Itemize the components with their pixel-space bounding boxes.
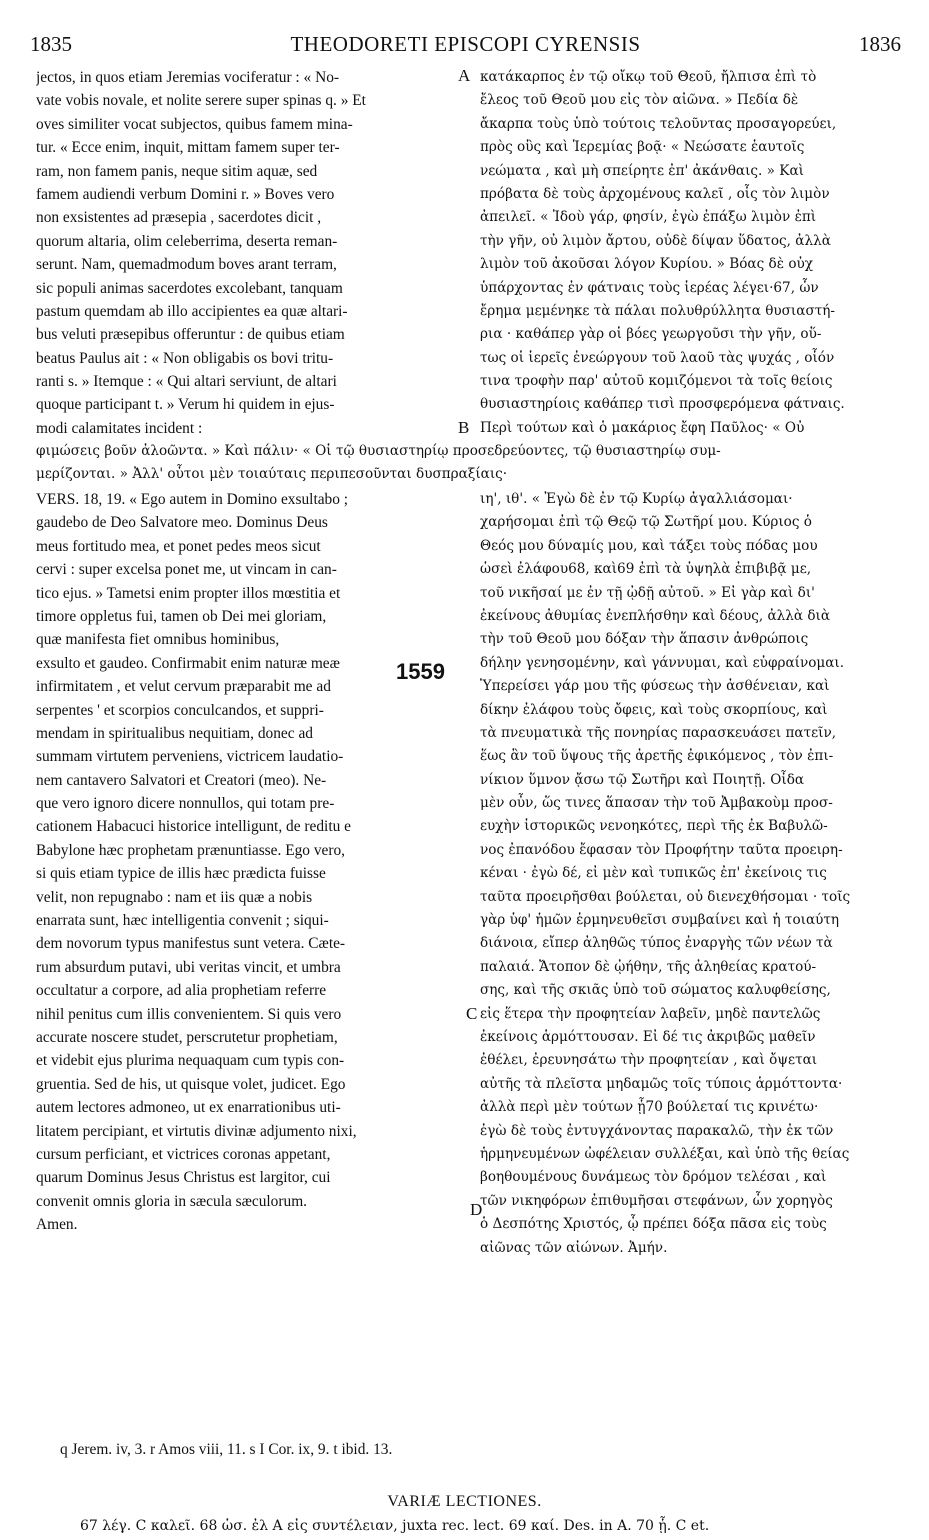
text-line: χαρήσομαι ἐπὶ τῷ Θεῷ τῷ Σωτῆρί μου. Κύριος ὁ xyxy=(480,514,812,531)
variae-lectiones: 67 λέγ. C καλεῖ. 68 ὡσ. ἐλ A εἰς συντέλειαν, juxta rec. lect. 69 καί. Des. in A. 70 ᾗ. C et. xyxy=(80,1518,710,1534)
greek-column-bottom xyxy=(480,488,905,1260)
text-line: jectos, in quos etiam Jeremias vociferatur : « No- xyxy=(36,69,340,86)
text-line: que vero ignoro dicere nonnullos, qui totam pre- xyxy=(36,795,335,813)
text-line: oves similiter vocat subjectos, quibus famem mina- xyxy=(36,115,353,133)
text-line: quorum altaria, olim celeberrima, deserta reman- xyxy=(36,232,338,250)
text-line: τινα τροφὴν παρ' αὐτοῦ κομιζόμενοι τὰ τοῖς θείοις xyxy=(480,373,833,390)
text-line: ὁ Δεσπότης Χριστός, ᾧ πρέπει δόξα πᾶσα εἰς τοὺς xyxy=(480,1216,827,1233)
text-line: δίκην ἐλάφου τοὺς ὄφεις, καὶ τοὺς σκορπίους, καὶ xyxy=(480,701,828,718)
text-line: tur. « Ecce enim, inquit, mittam famem super ter- xyxy=(36,139,340,157)
text-line: κατάκαρπος ἐν τῷ οἴκῳ τοῦ Θεοῦ, ἤλπισα ἐπὶ τὸ xyxy=(480,69,817,85)
text-line: παλαιά. Ἄτοπον δὲ ᾠήθην, τῆς ἀληθείας κρατού- xyxy=(480,958,817,975)
text-line: VERS. 18, 19. « Ego autem in Domino exsultabo ; xyxy=(36,491,349,508)
text-line: τὴν τοῦ Θεοῦ μου δόξαν τὴν ἅπασιν ἀνθρώποις xyxy=(480,631,809,648)
page-header xyxy=(30,32,901,62)
text-line: διάνοια, εἴπερ ἀληθῶς τύπος ἐναργὴς τῶν νέων τὰ xyxy=(480,935,833,952)
text-line: modi calamitates incident : xyxy=(36,419,203,437)
text-line: ρια · καθάπερ γὰρ οἱ βόες γεωργοῦσι τὴν γῆν, οὕ- xyxy=(480,326,822,343)
text-line: non exsistentes ad præsepia , sacerdotes dicit , xyxy=(36,209,322,227)
section-marker-c: C xyxy=(466,1004,478,1023)
section-marker-b: B xyxy=(458,418,470,437)
text-line: bus veluti præsepibus offeruntur : de quibus etiam xyxy=(36,326,345,344)
text-line: dem novorum typus manifestus sunt vetera. Cæte- xyxy=(36,935,346,953)
text-line: ram, non famem panis, neque sitim aquæ, sed xyxy=(36,162,318,180)
footnotes: q Jerem. iv, 3. r Amos viii, 11. s I Cor. ix, 9. t ibid. 13. xyxy=(60,1441,393,1458)
text-line: si quis etiam typice de illis hæc prædicta fuisse xyxy=(36,865,326,883)
text-line: vate vobis novale, et nolite serere super spinas q. » Et xyxy=(36,92,366,110)
text-line: ἔλεος τοῦ Θεοῦ μου εἰς τὸν αἰῶνα. » Πεδία δὲ xyxy=(480,92,799,109)
text-line: ἀπειλεῖ. « Ἰδοὺ γάρ, φησίν, ἐγὼ ἐπάξω λιμὸν ἐπὶ xyxy=(480,209,817,226)
text-line: nihil penitus cum illis convenientem. Si quis vero xyxy=(36,1005,342,1023)
text-line: famem audiendi verbum Domini r. » Boves vero xyxy=(36,185,335,203)
text-line: quarum Dominus Jesus Christus est largitor, cui xyxy=(36,1169,331,1187)
text-line: βοηθουμένους δυνάμεως τὸν δρόμον τελέσαι , καὶ xyxy=(480,1169,827,1186)
page-number-right: 1836 xyxy=(859,32,901,56)
text-line: νος ἐπανόδου ἔφασαν τὸν Προφήτην ταῦτα προειρη- xyxy=(480,841,843,858)
text-line: serunt. Nam, quemadmodum boves arant terram, xyxy=(36,256,337,274)
latin-column-bottom xyxy=(36,488,456,1237)
text-line: τοῦ νικῆσαί με ἐν τῇ ᾠδῇ αὐτοῦ. » Εἰ γὰρ καὶ δι' xyxy=(480,584,815,601)
text-line: infirmitatem , et velut cervum præparabit me ad xyxy=(36,678,331,696)
text-line: τως οἱ ἱερεῖς ἐνεώργουν τοῦ λαοῦ τὰς ψυχάς , οἷόν xyxy=(480,349,835,366)
text-line: ἐθέλει, ἐρευνησάτω τὴν προφητείαν , καὶ ὄψεται xyxy=(480,1052,818,1069)
text-line: Babylone hæc prophetam prænuntiasse. Ego vero, xyxy=(36,841,346,859)
text-line: timore oppletus fui, tamen ob Dei mei gloriam, xyxy=(36,607,327,625)
text-line: τῶν νικηφόρων ἐπιθυμῆσαι στεφάνων, ὧν χορηγὸς xyxy=(480,1192,833,1209)
text-line: αἰῶνας τῶν αἰώνων. Ἀμήν. xyxy=(480,1239,668,1256)
text-line: γὰρ ὑφ' ἡμῶν ἑρμηνευθεῖσι συμβαίνει καὶ ἡ τοιαύτη xyxy=(480,912,840,929)
text-line: tico ejus. » Tametsi enim propter illos mœstitia et xyxy=(36,584,341,602)
text-line: beatus Paulus ait : « Non obligabis os bovi tritu- xyxy=(36,349,334,367)
text-line: αὐτῆς τὰ πλεῖστα μηδαμῶς τοῖς τύποις ἁρμόττοντα· xyxy=(480,1075,843,1092)
running-title: THEODORETI EPISCOPI CYRENSIS xyxy=(290,32,641,56)
text-line: exsulto et gaudeo. Confirmabit enim naturæ meæ xyxy=(36,654,340,672)
text-line: autem lectores admoneo, ut ex enarrationibus uti- xyxy=(36,1099,341,1117)
section-marker-a: A xyxy=(458,66,471,85)
text-line: convenit omnis gloria in sæcula sæculorum. xyxy=(36,1192,308,1210)
text-line: κέναι · ἐγὼ δέ, εἰ μὲν καὶ τυπικῶς ἐπ' ἐκείνοις τις xyxy=(480,865,827,882)
text-line: ranti s. » Itemque : « Qui altari serviunt, de altari xyxy=(36,373,337,391)
text-line: cationem Habacuci historice intelligunt, de reditu e xyxy=(36,818,351,836)
text-line: ευχὴν ἱστορικῶς νενοηκότες, περὶ τῆς ἐκ Βαβυλῶ- xyxy=(480,818,828,835)
text-line: δήλην γενησομένην, καὶ γάννυμαι, καὶ εὐφραίνομαι. xyxy=(480,654,845,671)
text-line: velit, non repugnabo : nam et iis quæ a nobis xyxy=(36,888,313,906)
latin-column-top xyxy=(36,66,456,440)
text-line: φιμώσεις βοῦν ἀλοῶντα. » Καὶ πάλιν· « Οἱ τῷ θυσιαστηρίῳ προσεδρεύοντες, τῷ θυσιαστηρίῳ συμ- xyxy=(36,443,721,459)
inline-page-number: 1559 xyxy=(396,659,445,684)
text-line: ἔρημα μεμένηκε τὰ πάλαι πολυθρύλλητα θυσιαστή- xyxy=(480,302,835,319)
text-line: meus fortitudo mea, et ponet pedes meos sicut xyxy=(36,537,321,555)
text-line: νεώματα , καὶ μὴ σπείρητε ἐπ' ἀκάνθαις. » Καὶ xyxy=(480,162,804,179)
text-line: ἐκείνους ἀθυμίας ἐνεπλήσθην καὶ δέους, ἀλλὰ διὰ xyxy=(480,607,831,624)
text-line: quæ manifesta fiet omnibus hominibus, xyxy=(36,631,280,649)
text-line: θυσιαστηρίοις καθάπερ τισὶ προσφερόμενα φάτναις. xyxy=(480,396,845,413)
text-line: ἐγὼ δὲ τοὺς ἐντυγχάνοντας παρακαλῶ, τὴν ἐκ τῶν xyxy=(480,1122,834,1139)
text-line: νίκιον ὕμνον ᾄσω τῷ Σωτῆρι καὶ Ποιητῇ. Οἶδα xyxy=(480,771,805,788)
full-width-greek-line xyxy=(36,440,906,487)
text-line: εἰς ἕτερα τὴν προφητείαν λαβεῖν, μηδὲ παντελῶς xyxy=(480,1005,821,1022)
text-line: et videbit ejus plurima nequaquam cum typis con- xyxy=(36,1052,345,1070)
text-line: ἀλλὰ περὶ μὲν τούτων ᾗ70 βούλεταί τις κρινέτω· xyxy=(480,1099,819,1116)
text-line: πρὸς οὓς καὶ Ἱερεμίας βοᾷ· « Νεώσατε ἑαυτοῖς xyxy=(480,139,805,156)
text-line: gruentia. Sed de his, ut quisque volet, judicet. Ego xyxy=(36,1075,346,1093)
text-line: Amen. xyxy=(36,1216,78,1234)
text-line: πρόβατα δὲ τοὺς ἀρχομένους καλεῖ , οἷς τὸν λιμὸν xyxy=(480,185,830,202)
text-line: τὰ πνευματικὰ τῆς πονηρίας παρασκευάσει πατεῖν, xyxy=(480,724,837,741)
text-line: Θεός μου δύναμίς μου, καὶ τάξει τοὺς πόδας μου xyxy=(480,537,818,554)
text-line: nem cantavero Salvatori et Creatori (meo). Ne- xyxy=(36,771,327,789)
text-line: litatem percipiant, et virtutis divinæ adjumento nixi, xyxy=(36,1122,357,1140)
greek-column-top xyxy=(480,66,905,440)
text-line: ὑπάρχοντας ἐν φάτναις τοὺς ἱερέας λέγει·67, ὧν xyxy=(480,279,819,296)
variae-lectiones-title: VARIÆ LECTIONES. xyxy=(387,1493,542,1510)
text-line: mendam in spiritualibus nequitiam, donec ad xyxy=(36,724,313,742)
text-line: cursum perficiant, et victrices coronas appetant, xyxy=(36,1145,331,1163)
text-line: λιμὸν τοῦ ἀκοῦσαι λόγον Κυρίου. » Βόας δὲ οὐχ xyxy=(480,256,814,273)
text-line: Ὑπερείσει γάρ μου τῆς φύσεως τὴν ἀσθένειαν, καὶ xyxy=(480,678,830,695)
text-line: accurate noscere studet, perscrutetur prophetiam, xyxy=(36,1028,338,1046)
text-line: ιη', ιθ'. « Ἐγὼ δὲ ἐν τῷ Κυρίῳ ἀγαλλιάσομαι· xyxy=(480,491,793,507)
text-line: rum absurdum putavi, ubi veritas vincit, et umbra xyxy=(36,958,341,976)
text-line: ἕως ἂν τοῦ ὕψους τῆς ἀρετῆς ἐφικόμενος , τὸν ἐπι- xyxy=(480,748,834,765)
page-number-left: 1835 xyxy=(30,32,72,56)
text-line: serpentes ' et scorpios conculcandos, et suppri- xyxy=(36,701,324,719)
text-line: occultatur a corpore, ad alia prophetiam referre xyxy=(36,982,327,1000)
text-line: ταῦτα προειρῆσθαι βούλεται, οὐ διενεχθήσομαι · τοῖς xyxy=(480,888,851,905)
text-line: enarrata sunt, hæc intelligentia convenit ; siqui- xyxy=(36,912,329,930)
text-line: quoque participant t. » Verum hi quidem in ejus- xyxy=(36,396,335,414)
text-line: Περὶ τούτων καὶ ὁ μακάριος ἔφη Παῦλος· « Οὐ xyxy=(480,419,805,436)
text-line: σης, καὶ τῆς σκιᾶς ὑπὸ τοῦ σώματος καλυφθείσης, xyxy=(480,982,831,999)
text-line: ἐκείνοις ἁρμόττουσαν. Εἰ δέ τις ἀκριβῶς μαθεῖν xyxy=(480,1028,816,1045)
text-line: pastum quemdam ab illo accipientes ea quæ altari- xyxy=(36,302,348,320)
text-line: ὡσεὶ ἐλάφου68, καὶ69 ἐπὶ τὰ ὑψηλὰ ἐπιβιβᾷ με, xyxy=(480,561,812,578)
text-line: τὴν γῆν, οὐ λιμὸν ἄρτου, οὐδὲ δίψαν ὕδατος, ἀλλὰ xyxy=(480,232,831,249)
text-line: μερίζονται. » Ἀλλ' οὗτοι μὲν τοιαύταις περιπεσοῦνται δυσπραξίαις· xyxy=(36,466,508,483)
text-line: gaudebo de Deo Salvatore meo. Dominus Deus xyxy=(36,514,328,532)
text-line: cervi : super excelsa ponet me, ut vincam in can- xyxy=(36,561,337,579)
text-line: ἄκαρπα τοὺς ὑπὸ τούτοις τελοῦντας προσαγορεύει, xyxy=(480,115,837,132)
text-line: sic populi animas sacerdotes excolebant, tanquam xyxy=(36,279,343,297)
text-line: ἡρμηνευμένων ὠφέλειαν συλλέξαι, καὶ ὑπὸ τῆς θείας xyxy=(480,1145,850,1162)
text-line: μὲν οὖν, ὥς τινες ἅπασαν τὴν τοῦ Ἀμβακοὺμ προσ- xyxy=(480,795,833,812)
text-line: summam virtutem perveniens, victricem laudatio- xyxy=(36,748,344,766)
section-marker-d: D xyxy=(470,1200,483,1219)
